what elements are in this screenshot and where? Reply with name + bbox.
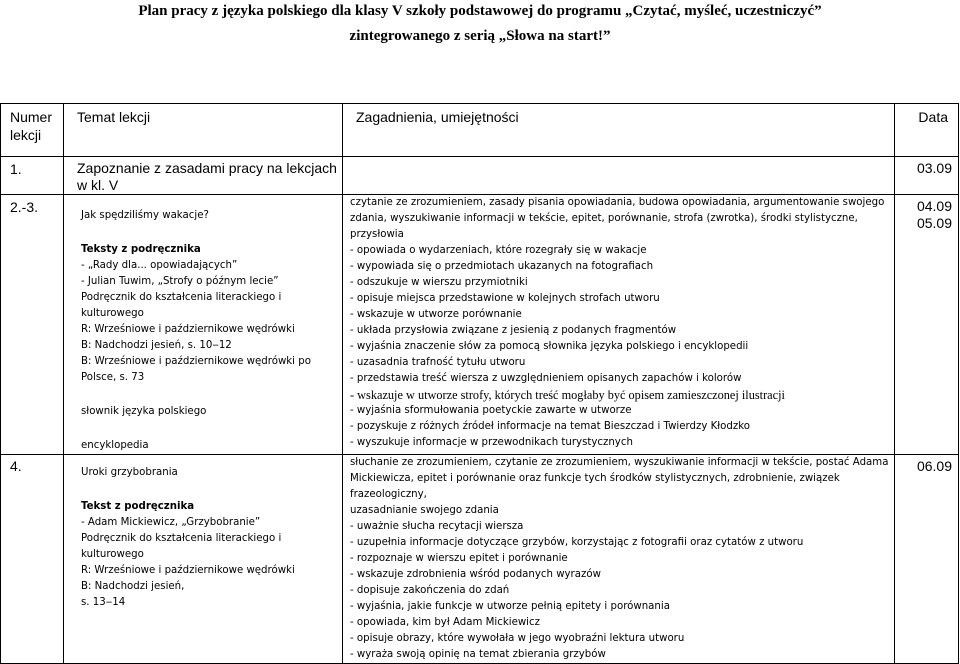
table-header-row (1, 104, 959, 157)
skill-line: - uważnie słucha recytacji wiersza (350, 521, 524, 532)
topic-line: słownik języka polskiego (81, 406, 207, 417)
lesson-skills (343, 195, 895, 455)
skill-line: uzasadnianie swojego zdania (350, 505, 499, 516)
topic-line: Teksty z podręcznika (81, 244, 201, 255)
skill-line: - opowiada, kim był Adam Mickiewicz (350, 617, 540, 628)
skill-line: - odszukuje w wierszu przymiotniki (350, 277, 528, 288)
skill-line: - rozpoznaje w wierszu epitet i porównanie (350, 553, 568, 564)
skill-line: - wyjaśnia znaczenie słów za pomocą słownika języka polskiego i encyklopedii (350, 341, 749, 352)
topic-line: Uroki grzybobrania (81, 467, 178, 478)
topic-gap (81, 420, 342, 438)
skill-line: - układa przysłowia związane z jesienią z podanych fragmentów (350, 325, 677, 336)
lesson-number: 4. (1, 455, 64, 664)
skill-line: - opisuje miejsca przedstawione w kolejnych strofach utworu (350, 293, 660, 304)
skill-line: Mickiewicza, epitet i porównanie oraz funkcje tych środków stylistycznych, zdrobnienie, związek frazeologiczny, (350, 473, 840, 500)
skill-line: - przedstawia treść wiersza z uwzględnieniem opisanych zapachów i kolorów (350, 373, 742, 384)
topic-line: Podręcznik do kształcenia literackiego i kulturowego (81, 533, 282, 560)
document-title-line-2: zintegrowanego z serią „Słowa na start!” (349, 28, 611, 44)
header-topic: Temat lekcji (64, 104, 343, 157)
topic-line: s. 13‒14 (81, 597, 126, 608)
lesson-date: 06.09 (916, 458, 952, 474)
topic-gap (81, 481, 342, 499)
topic-gap (81, 386, 342, 404)
skill-line: - dopisuje zakończenia do zdań (350, 585, 510, 596)
skill-line: - uzupełnia informacje dotyczące grzybów, korzystając z fotografii oraz cytatów z utworu (350, 537, 804, 548)
lesson-dates (895, 195, 959, 455)
header-skills: Zagadnienia, umiejętności (343, 104, 895, 157)
document-title-line-1: Plan pracy z języka polskiego dla klasy V szkoły podstawowej do programu „Czytać, myśleć, uczestniczyć” (138, 3, 822, 19)
skill-line: - opisuje obrazy, które wywołała w jego wyobraźni lektura utworu (350, 633, 685, 644)
topic-line: B: Wrześniowe i październikowe wędrówki po (81, 356, 311, 367)
skill-line: - wskazuje w utworze porównanie (350, 309, 522, 320)
skill-line: - wskazuje zdrobnienia wśród podanych wyrazów (350, 569, 601, 580)
topic-line: - „Rady dla... opowiadających” (81, 260, 238, 271)
topic-line: R: Wrześniowe i październikowe wędrówki (81, 324, 295, 335)
header-number: Numer lekcji (1, 104, 64, 157)
skill-line: - uzasadnia trafność tytułu utworu (350, 357, 526, 368)
skill-line: - wyjaśnia sformułowania poetyckie zawarte w utworze (350, 405, 632, 416)
skill-line: - wyszukuje informacje w przewodnikach turystycznych (350, 437, 633, 448)
table-row (1, 157, 959, 195)
lesson-number: 1. (1, 157, 64, 195)
table-row (1, 195, 959, 455)
skill-line: - wskazuje w utworze strofy, których treść mogłaby być opisem zamieszczonej ilustracji (350, 388, 785, 402)
header-date: Data (895, 104, 959, 157)
skill-line: czytanie ze zrozumieniem, zasady pisania opowiadania, budowa opowiadania, argumentowanie swojego (350, 197, 885, 208)
skill-line: - wyraża swoją opinię na temat zbierania grzybów (350, 649, 606, 660)
lesson-skills (343, 455, 895, 664)
skill-line: zdania, wyszukiwanie informacji w tekście, epitet, porównanie, strofa (zwrotka), środki stylistyczne, przysłowia (350, 213, 858, 240)
topic-line: Tekst z podręcznika (81, 501, 195, 512)
topic-line: - Julian Tuwim, „Strofy o późnym lecie” (81, 276, 279, 287)
lesson-plan-table (0, 103, 959, 664)
lesson-dates (895, 455, 959, 664)
lesson-date: 04.09 (916, 198, 952, 214)
lesson-number: 2.-3. (1, 195, 64, 455)
topic-line: - Adam Mickiewicz, „Grzybobranie” (81, 517, 261, 528)
lesson-topic: Zapoznanie z zasadami pracy na lekcjach w kl. V (64, 157, 343, 195)
topic-line: Jak spędziliśmy wakacje? (81, 210, 209, 221)
topic-line: Polsce, s. 73 (81, 372, 145, 383)
lesson-topic (64, 455, 343, 664)
skill-line: - pozyskuje z różnych źródeł informacje na temat Bieszczad i Twierdzy Kłodzko (350, 421, 750, 432)
topic-line: B: Nadchodzi jesień, (81, 581, 185, 592)
topic-line: R: Wrześniowe i październikowe wędrówki (81, 565, 295, 576)
skill-line: - wypowiada się o przedmiotach ukazanych na fotografiach (350, 261, 654, 272)
topic-gap (81, 224, 342, 242)
table-row (1, 455, 959, 664)
lesson-skills (343, 157, 895, 195)
skill-line: słuchanie ze zrozumieniem, czytanie ze zrozumieniem, wyszukiwanie informacji w tekście, postać Adama (350, 457, 889, 468)
topic-line: Podręcznik do kształcenia literackiego i kulturowego (81, 292, 282, 319)
skill-line: - wyjaśnia, jakie funkcje w utworze pełnią epitety i porównania (350, 601, 670, 612)
topic-line: B: Nadchodzi jesień, s. 10‒12 (81, 340, 232, 351)
lesson-topic (64, 195, 343, 455)
skill-line: - opowiada o wydarzeniach, które rozegrały się w wakacje (350, 245, 647, 256)
topic-line: encyklopedia (81, 440, 149, 451)
lesson-date: 05.09 (916, 215, 952, 231)
lesson-date: 03.09 (895, 157, 959, 195)
